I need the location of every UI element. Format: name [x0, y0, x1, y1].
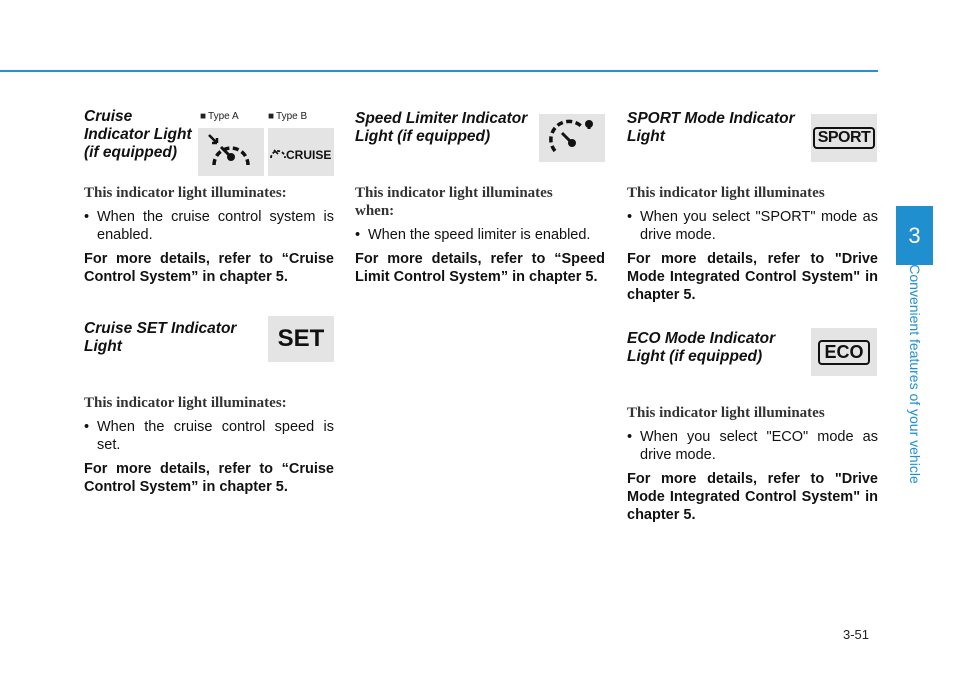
sport-icon: SPORT	[811, 114, 877, 162]
sport-mode-heading: SPORT Mode Indicator Light	[627, 110, 795, 145]
page-number: 3-51	[843, 627, 870, 642]
eco-mode-note: For more details, refer to "Drive Mode Integrated Control System" in chapter 5.	[627, 471, 878, 523]
column-1	[84, 108, 334, 496]
column-2	[355, 108, 605, 286]
speed-limiter-heading: Speed Limiter Indicator Light (if equipped)	[355, 110, 528, 145]
cruise-set-heading: Cruise SET Indicator Light	[84, 320, 237, 355]
header-rule	[0, 70, 878, 72]
cruise-indicator-heading: Cruise Indicator Light (if equipped)	[84, 108, 192, 161]
eco-mode-bullet: • When you select "ECO" mode as drive mode.	[627, 429, 878, 463]
speed-limiter-icon	[539, 114, 605, 162]
cruise-icon-text: CRUISE	[286, 148, 332, 162]
cruise-text-icon	[268, 128, 334, 176]
type-a-label: ■ Type A	[200, 111, 239, 122]
sport-mode-section	[627, 110, 878, 304]
chapter-title: Convenient features of your vehicle	[907, 264, 923, 484]
chapter-tab	[896, 206, 933, 265]
set-icon: SET	[268, 316, 334, 362]
eco-mode-section	[627, 330, 878, 524]
cruise-speedometer-icon	[198, 128, 264, 176]
column-3	[627, 108, 878, 524]
eco-mode-intro: This indicator light illuminates	[627, 405, 825, 421]
speed-limiter-bullet: • When the speed limiter is enabled.	[355, 227, 591, 243]
cruise-bullet: • When the cruise control system is enabled.	[84, 209, 334, 243]
cruise-set-intro: This indicator light illuminates:	[84, 395, 287, 411]
cruise-set-bullet: • When the cruise control speed is set.	[84, 419, 334, 453]
eco-icon: ECO	[811, 328, 877, 376]
type-b-label: ■ Type B	[268, 111, 308, 122]
sport-mode-note: For more details, refer to "Drive Mode Integrated Control System" in chapter 5.	[627, 251, 878, 303]
cruise-intro: This indicator light illuminates:	[84, 185, 287, 201]
sport-mode-bullet: • When you select "SPORT" mode as drive mode.	[627, 209, 878, 243]
sport-mode-intro: This indicator light illuminates	[627, 185, 825, 201]
cruise-set-note: For more details, refer to “Cruise Control System” in chapter 5.	[84, 461, 334, 495]
speed-limiter-note: For more details, refer to “Speed Limit Control System” in chapter 5.	[355, 251, 605, 285]
cruise-indicator-section	[84, 108, 334, 286]
speed-limiter-section	[355, 110, 605, 286]
speed-limiter-intro: This indicator light illuminates when:	[355, 185, 553, 219]
cruise-note: For more details, refer to “Cruise Control System” in chapter 5.	[84, 251, 334, 285]
cruise-set-section	[84, 320, 334, 496]
chapter-number: 3	[908, 222, 921, 248]
eco-mode-heading: ECO Mode Indicator Light (if equipped)	[627, 330, 776, 365]
